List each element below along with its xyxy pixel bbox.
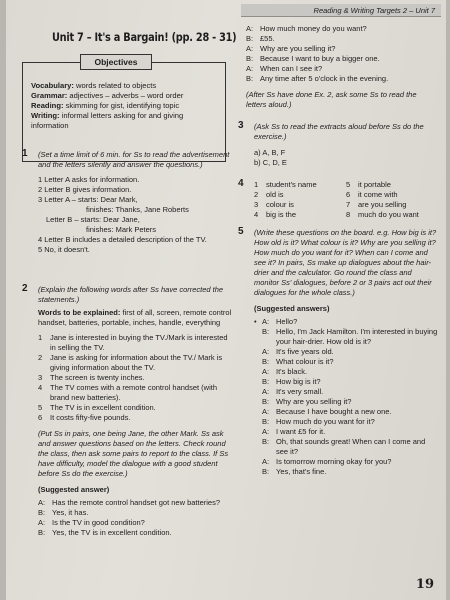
bullet-icon [254, 417, 262, 427]
section-1-intro: (Set a time limit of 6 min. for Ss to read the advertisement and the letters silently and answer the questions.) [38, 150, 230, 169]
objectives-label: Objectives [80, 54, 152, 70]
section-5 [254, 228, 438, 477]
dialogue-line: A: When can I see it? [246, 64, 323, 73]
s2-item: 4 The TV comes with a remote control handset (with brand new batteries). [38, 383, 218, 402]
dialogue-line: B: Yes, it has. [38, 508, 89, 517]
bullet-icon [254, 407, 262, 417]
bullet-icon [254, 387, 262, 397]
dialogue-line: B: Any time after 5 o'clock in the evening. [246, 74, 389, 83]
dialogue-line: B: What colour is it? [254, 357, 438, 367]
bullet-icon [254, 457, 262, 467]
section-4-number: 4 [238, 178, 244, 189]
unit-title: Unit 7 – It's a Bargain! (pp. 28 - 31) [52, 30, 237, 44]
dialogue-line: A: Has the remote control handset got new batteries? [38, 498, 221, 507]
s2-item: 3 The screen is twenty inches. [38, 373, 145, 382]
objective-reading: Reading: skimming for gist, identifying topic [31, 101, 180, 110]
section-1-number: 1 [22, 148, 28, 159]
s1-item-3: 3 Letter A – starts: Dear Mark, [38, 195, 138, 204]
objective-grammar: Grammar: adjectives – adverbs – word order [31, 91, 184, 100]
bullet-icon [254, 357, 262, 367]
s2-item: 2 Jane is asking for information about the TV./ Mark is giving information about the TV. [38, 353, 223, 372]
s3-answer-b: b) C, D, E [254, 158, 287, 167]
dialogue-line: A: It's five years old. [254, 347, 438, 357]
section-1 [38, 150, 234, 255]
dialogue-line: B: Why are you selling it? [254, 397, 438, 407]
right-column [246, 24, 436, 110]
section-2-pairs-note: (Put Ss in pairs, one being Jane, the other Mark. Ss ask and answer questions based on the letters. Check round the class, then ask some pairs to report to the class. If Ss have difficulty, model the dialogue with a good student before Ss do the exercise.) [38, 429, 229, 478]
dialogue-line: A: Is tomorrow morning okay for you? [254, 457, 438, 467]
s2-item: 5 The TV is in excellent condition. [38, 403, 156, 412]
right-note: (After Ss have done Ex. 2, ask some Ss to read the letters aloud.) [246, 90, 417, 109]
dialogue-line: B: Because I want to buy a bigger one. [246, 54, 380, 63]
dialogue-line: B: Oh, that sounds great! When can I come and see it? [254, 437, 438, 457]
dialogue-line: B: Yes, the TV is in excellent condition. [38, 528, 172, 537]
section-3-number: 3 [238, 120, 244, 131]
book-page [6, 0, 446, 600]
objective-vocabulary: Vocabulary: words related to objects [31, 81, 157, 90]
bullet-icon [254, 367, 262, 377]
dialogue-line: B: How much do you want for it? [254, 417, 438, 427]
s2-item: 1 Jane is interested in buying the TV./Mark is interested in selling the TV. [38, 333, 228, 352]
dialogue-line: • A: Hello? [254, 317, 298, 326]
section-2-intro: (Explain the following words after Ss have corrected the statements.) [38, 285, 224, 304]
s1-item-4: 4 Letter B includes a detailed description of the TV. [38, 235, 207, 244]
s1-item-1: 1 Letter A asks for information. [38, 175, 140, 184]
section-4-table: 1 student's name 5 it portable 2 old is 6 it come with 3 colour is 7 are you selling 4 big is the 8 much do you want [254, 180, 419, 219]
section-5-suggested: (Suggested answers) [254, 304, 330, 313]
dialogue-line: A: Is the TV in good condition? [38, 518, 145, 527]
objective-writing: Writing: informal letters asking for and giving information [31, 111, 184, 130]
bullet-icon [254, 377, 262, 387]
dialogue-line: B: £55. [246, 34, 275, 43]
dialogue-line: A: How much money do you want? [246, 24, 367, 33]
section-5-dialogue [254, 317, 438, 477]
section-2-number: 2 [22, 283, 28, 294]
bullet-icon [254, 427, 262, 437]
s2-item: 6 It costs fifty-five pounds. [38, 413, 131, 422]
dialogue-line: A: It's very small. [254, 387, 438, 397]
s1-item-2: 2 Letter B gives information. [38, 185, 132, 194]
dialogue-line: B: How big is it? [254, 377, 438, 387]
s1-item-3d: finishes: Mark Peters [86, 225, 157, 234]
page-number: 19 [415, 577, 434, 592]
objectives-box [22, 62, 226, 162]
dialogue-line: B: Hello, I'm Jack Hamilton. I'm interested in buying your hair-drier. How old is it? [254, 327, 438, 347]
dialogue-line: A: Because I have bought a new one. [254, 407, 438, 417]
bullet-icon [254, 327, 262, 347]
dialogue-line: B: Yes, that's fine. [254, 467, 438, 477]
section-5-intro: (Write these questions on the board. e.g. How big is it? How old is it? What colour is it? Why are you selling it? How much do you want for it? When can I come and see it? In pairs, Ss make up dialogues about the hair-drier and the calculator. Go round the class and monitor Ss' dialogues, before 2 or 3 pairs act out their dialogues for the whole class.) [254, 228, 437, 297]
section-3-intro: (Ask Ss to read the extracts aloud before Ss do the exercise.) [254, 122, 424, 141]
s1-item-3b: finishes: Thanks, Jane Roberts [86, 205, 189, 214]
section-5-number: 5 [238, 226, 244, 237]
dialogue-line: A: Why are you selling it? [246, 44, 336, 53]
s3-answer-a: a) A, B, F [254, 148, 286, 157]
bullet-icon [254, 467, 262, 477]
bullet-icon [254, 397, 262, 407]
section-2-suggested: (Suggested answer) [38, 485, 110, 494]
bullet-icon [254, 347, 262, 357]
s1-item-3c: Letter B – starts: Dear Jane, [46, 215, 140, 224]
dialogue-line: A: It's black. [254, 367, 438, 377]
section-4 [254, 180, 438, 220]
bullet-icon: • [254, 317, 257, 326]
running-header: Reading & Writing Targets 2 – Unit 7 [241, 4, 441, 17]
bullet-icon [254, 437, 262, 457]
section-3 [254, 122, 438, 168]
dialogue-line: A: I want £5 for it. [254, 427, 438, 437]
s1-item-5: 5 No, it doesn't. [38, 245, 90, 254]
words-label: Words to be explained: [38, 308, 121, 317]
words-list: first of all, screen, remote control handset, batteries, portable, inches, handle, everything [38, 308, 232, 327]
section-2 [38, 285, 234, 538]
